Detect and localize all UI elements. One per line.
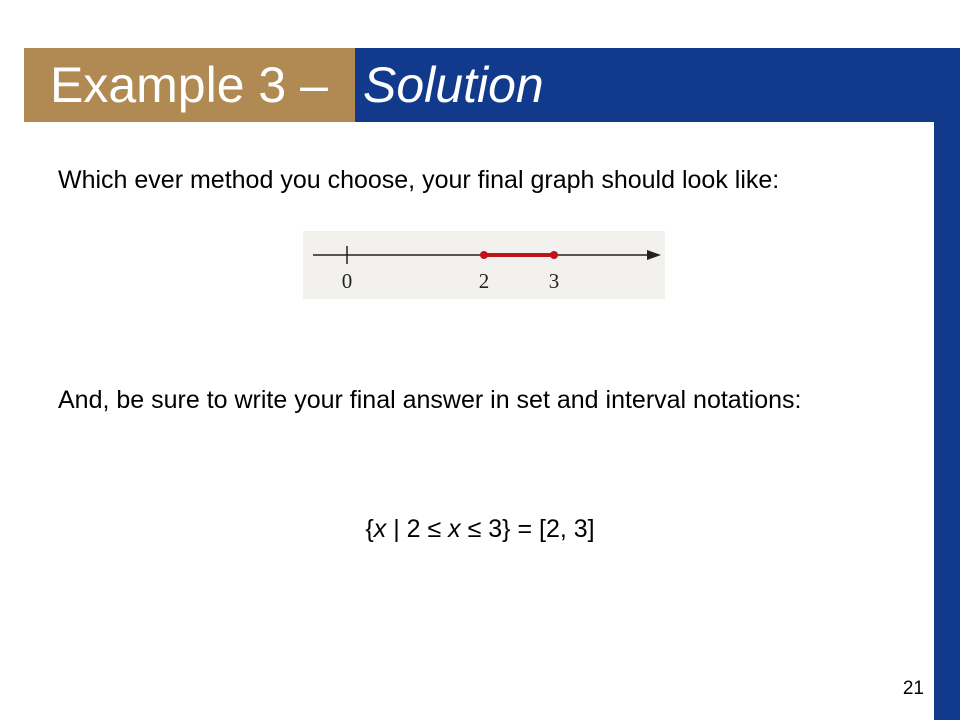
slide-title-solution: Solution <box>363 57 544 113</box>
closed-endpoint-2 <box>480 251 488 259</box>
equation-open-brace: { <box>365 515 374 543</box>
equation-lower-bound: | 2 ≤ <box>386 515 449 543</box>
number-line-graph <box>303 231 665 299</box>
slide-title-example: Example 3 – <box>50 57 328 113</box>
equation-variable-x: x <box>373 515 387 543</box>
slide-number: 21 <box>902 678 924 699</box>
equation-interval: ≤ 3} = [2, 3] <box>460 515 595 543</box>
tick-label-2: 2 <box>478 269 490 293</box>
closed-endpoint-3 <box>550 251 558 259</box>
right-accent-bar <box>934 48 960 720</box>
tick-label-3: 3 <box>548 269 560 293</box>
equation-variable-x-2: x <box>448 515 461 543</box>
graph-instruction-text: Which ever method you choose, your final graph should look like: <box>58 166 780 194</box>
tick-label-0: 0 <box>341 269 353 293</box>
set-interval-equation <box>0 512 960 546</box>
notation-instruction-text: And, be sure to write your final answer in set and interval notations: <box>58 386 802 414</box>
